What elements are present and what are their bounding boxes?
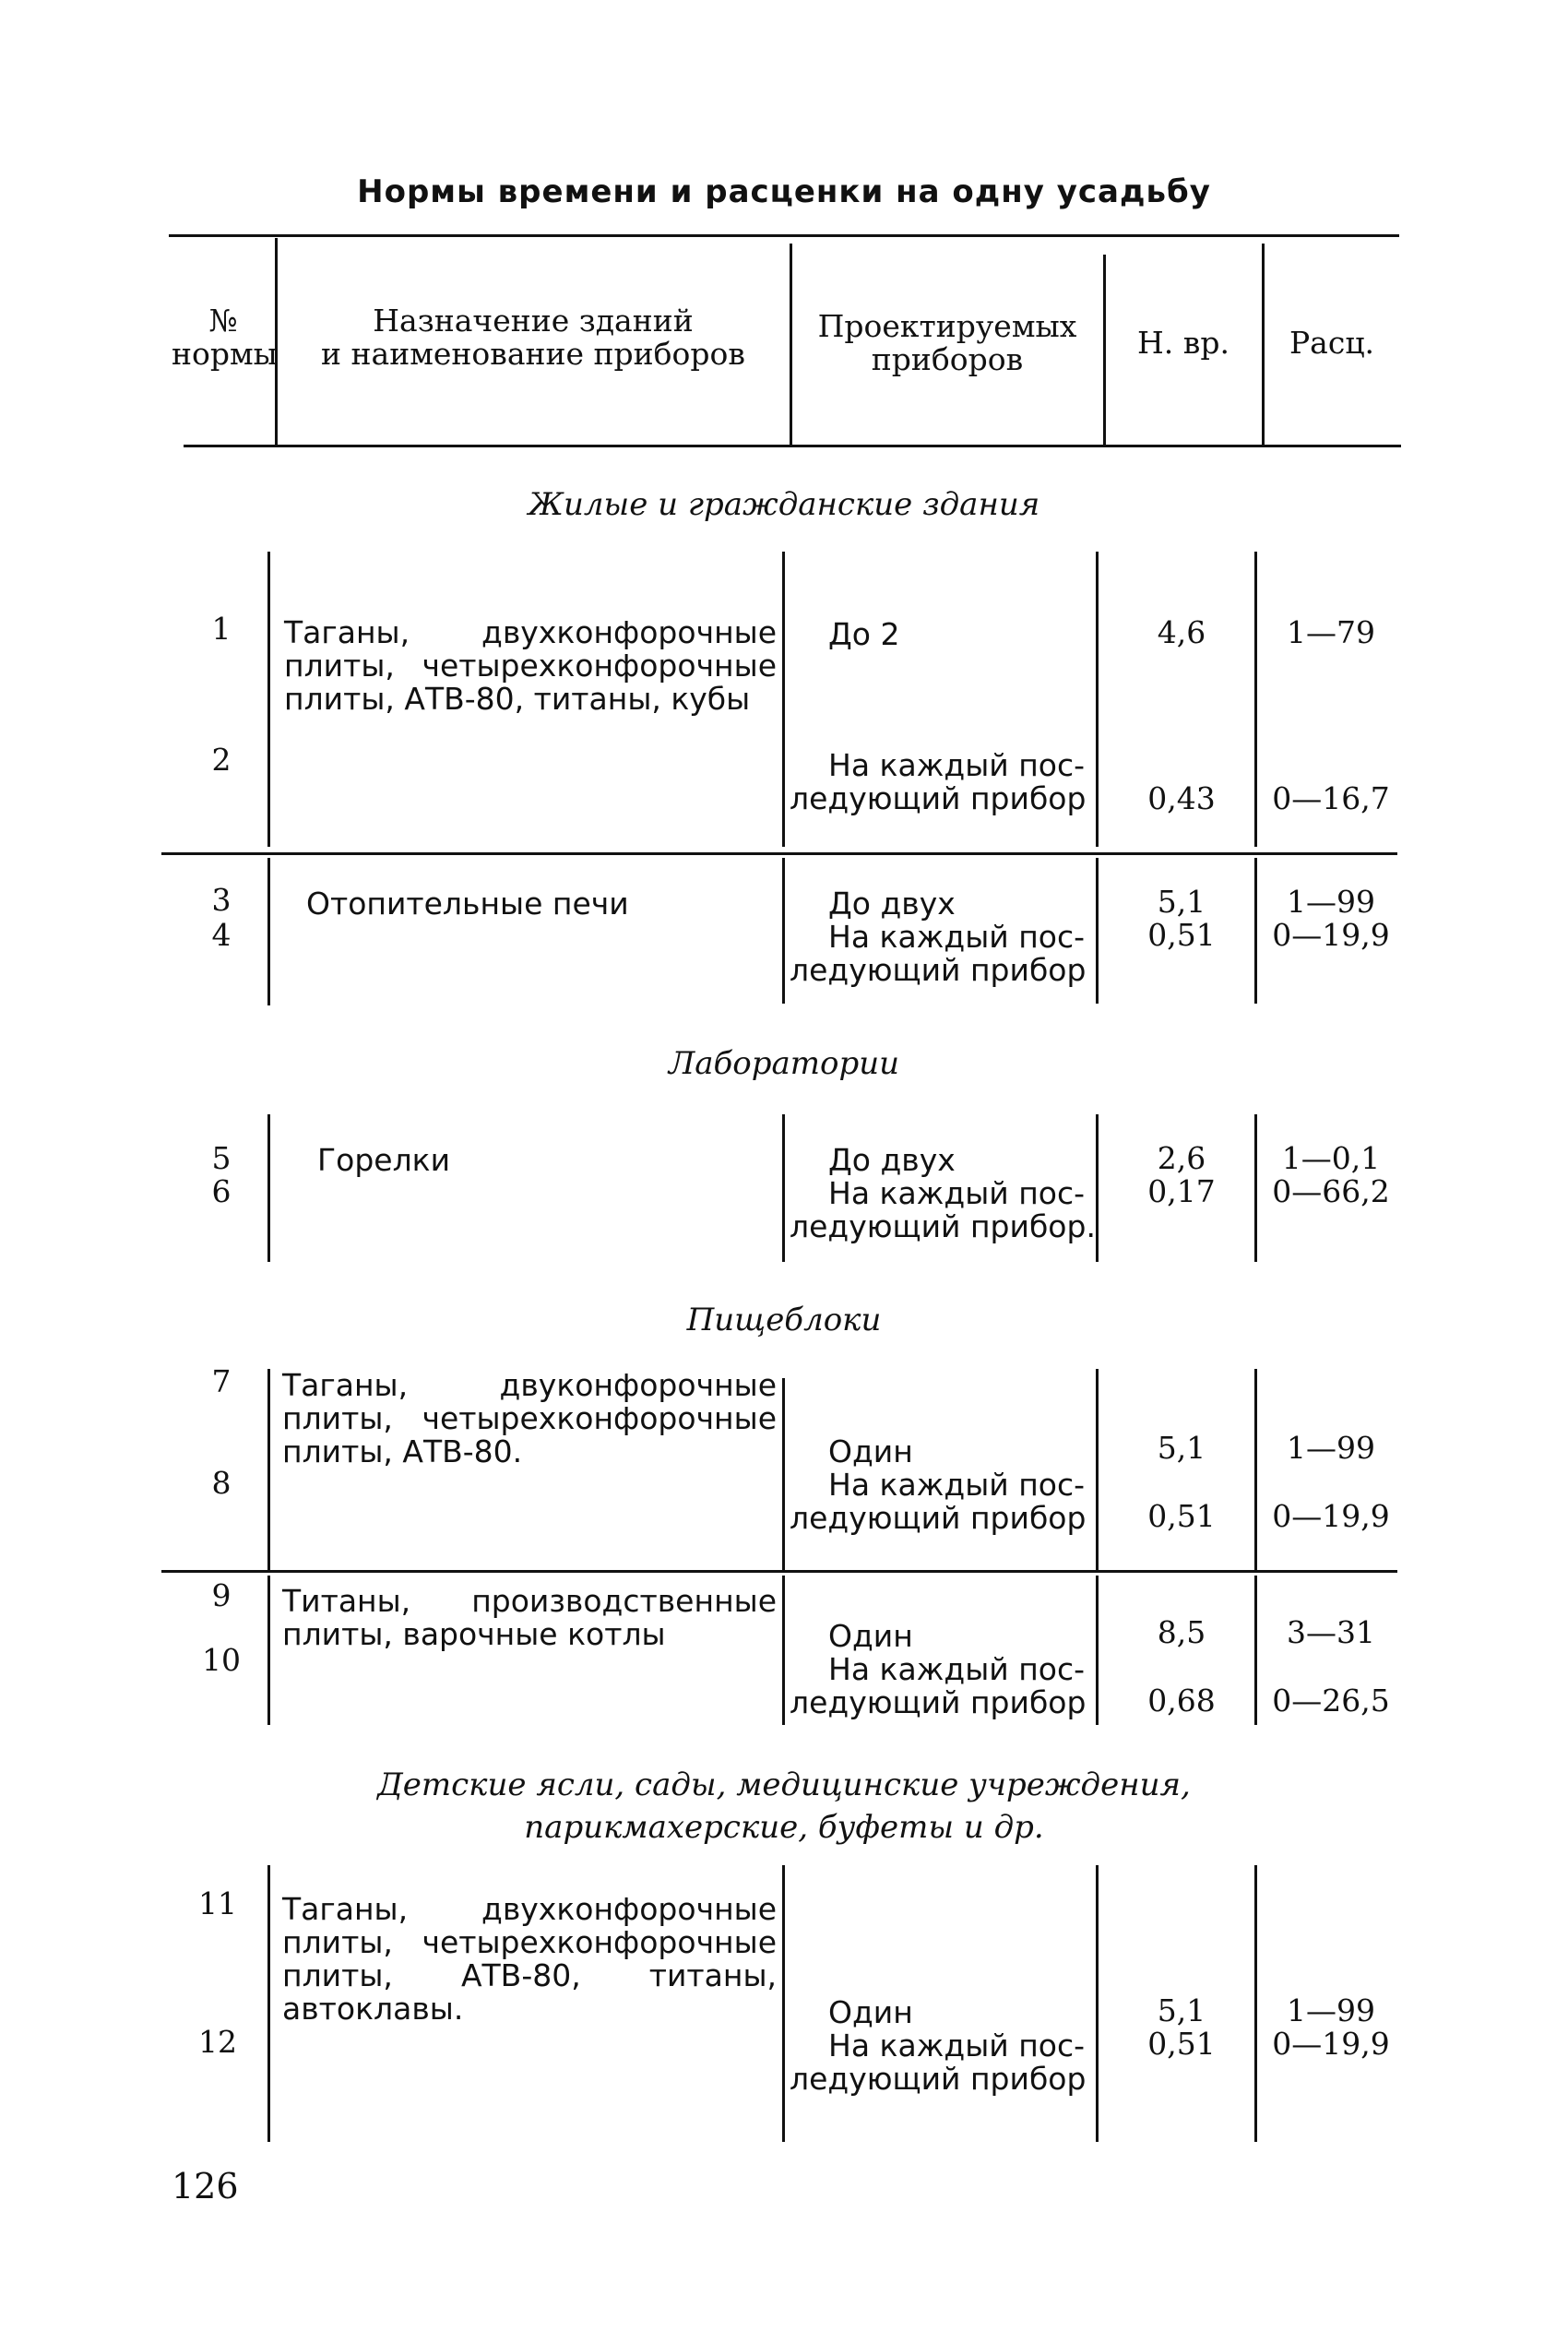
header-rate: Расц.	[1289, 325, 1375, 361]
col-divider	[1096, 1369, 1099, 1570]
header-time: Н. вр.	[1137, 325, 1229, 361]
row-num: 7	[211, 1363, 232, 1399]
col-divider	[267, 858, 270, 1005]
row-time: 4,6	[1157, 614, 1206, 650]
col-divider	[782, 1378, 785, 1570]
row-group-rule	[161, 1570, 1397, 1573]
row-rate: 1—99	[1287, 1992, 1375, 2028]
col-divider	[1096, 1865, 1099, 2142]
col-divider	[1254, 1369, 1257, 1570]
col-divider	[267, 1865, 270, 2142]
row-num: 1	[211, 611, 232, 647]
row-name: Таганы, двуконфорочные плиты, четырехконфорочные плиты, АТВ-80.	[282, 1367, 777, 1469]
row-rate: 1—99	[1287, 1430, 1375, 1466]
section-kindergartens: Детские ясли, сады, медицинские учреждения, парикмахерские, буфеты и др.	[377, 1766, 1191, 1846]
row-devices-line2: ледующий прибор	[790, 1684, 1087, 1720]
row-rate: 0—26,5	[1272, 1683, 1390, 1719]
row-time: 0,68	[1147, 1683, 1216, 1719]
row-time: 0,43	[1147, 780, 1216, 816]
col-divider	[1096, 1576, 1099, 1725]
row-devices: Один	[828, 1433, 913, 1469]
row-time: 5,1	[1157, 1430, 1206, 1466]
row-devices-line1: На каждый пос-	[828, 747, 1086, 783]
row-devices-line1: На каждый пос-	[828, 919, 1086, 955]
row-time: 2,6	[1157, 1140, 1206, 1176]
row-num: 6	[211, 1173, 232, 1209]
row-devices-line2: ледующий прибор	[790, 2061, 1087, 2097]
row-time: 0,51	[1147, 917, 1216, 953]
col-divider	[267, 1114, 270, 1262]
header-num: № нормы	[172, 303, 278, 372]
header-bottom-rule	[184, 445, 1401, 447]
row-devices-line1: На каждый пос-	[828, 1175, 1086, 1211]
row-rate: 0—19,9	[1272, 1498, 1390, 1534]
section-labs: Лаборатории	[668, 1045, 900, 1082]
col-divider	[267, 1576, 270, 1725]
row-devices-line1: На каждый пос-	[828, 1467, 1086, 1503]
row-devices-line2: ледующий прибор	[790, 952, 1087, 988]
row-num: 8	[211, 1465, 232, 1501]
row-time: 8,5	[1157, 1614, 1206, 1650]
header-devices: Проектируемых приборов	[817, 308, 1077, 377]
col-divider	[1096, 1114, 1099, 1262]
row-time: 0,51	[1147, 1498, 1216, 1534]
row-num: 9	[211, 1577, 232, 1613]
row-num: 3	[211, 882, 232, 918]
row-rate: 1—0,1	[1281, 1140, 1381, 1176]
row-rate: 1—99	[1287, 884, 1375, 920]
col-divider	[782, 1865, 785, 2142]
col-divider	[782, 1576, 785, 1725]
row-num: 2	[211, 742, 232, 778]
row-rate: 3—31	[1287, 1614, 1375, 1650]
row-time: 5,1	[1157, 884, 1206, 920]
section-residential: Жилые и гражданские здания	[528, 486, 1040, 523]
section-catering: Пищеблоки	[686, 1302, 882, 1338]
col-divider	[782, 1114, 785, 1262]
col-divider	[1096, 552, 1099, 847]
row-devices-line1: На каждый пос-	[828, 2028, 1086, 2063]
row-num: 11	[198, 1885, 237, 1921]
row-num: 10	[202, 1642, 241, 1678]
page-title: Нормы времени и расценки на одну усадьбу	[357, 173, 1211, 210]
row-time: 0,17	[1147, 1173, 1216, 1209]
row-rate: 1—79	[1287, 614, 1375, 650]
row-devices: До 2	[828, 616, 900, 652]
col-divider	[782, 858, 785, 1004]
row-rate: 0—66,2	[1272, 1173, 1390, 1209]
row-devices-line2: ледующий прибор.	[790, 1208, 1096, 1244]
row-devices: До двух	[828, 1142, 956, 1178]
row-devices: Один	[828, 1618, 913, 1654]
page-number: 126	[172, 2166, 239, 2206]
header-top-rule	[169, 234, 1399, 237]
row-name: Горелки	[317, 1142, 451, 1178]
row-rate: 0—19,9	[1272, 917, 1390, 953]
row-num: 4	[211, 917, 232, 953]
col-divider	[267, 1369, 270, 1570]
row-time: 5,1	[1157, 1992, 1206, 2028]
col-divider	[1096, 858, 1099, 1004]
col-divider	[782, 552, 785, 847]
row-devices: Один	[828, 1994, 913, 2030]
row-group-rule	[161, 852, 1397, 855]
row-devices-line1: На каждый пос-	[828, 1651, 1086, 1687]
row-name: Отопительные печи	[306, 886, 629, 922]
row-rate: 0—16,7	[1272, 780, 1390, 816]
header-name: Назначение зданий и наименование приборов	[321, 303, 745, 372]
row-num: 5	[211, 1140, 232, 1176]
col-divider	[267, 552, 270, 847]
row-devices: До двух	[828, 886, 956, 922]
row-time: 0,51	[1147, 2026, 1216, 2062]
row-devices-line2: ледующий прибор	[790, 780, 1087, 816]
row-name: Таганы, двухконфорочные плиты, четырехконфорочные плиты, АТВ-80, титаны, кубы	[284, 614, 777, 717]
row-rate: 0—19,9	[1272, 2026, 1390, 2062]
row-name: Титаны, производственные плиты, варочные котлы	[282, 1583, 777, 1652]
row-name: Таганы, двухконфорочные плиты, четырехконфорочные плиты, АТВ-80, титаны, автоклавы.	[282, 1891, 777, 2027]
row-num: 12	[198, 2024, 237, 2060]
row-devices-line2: ледующий прибор	[790, 1500, 1087, 1536]
